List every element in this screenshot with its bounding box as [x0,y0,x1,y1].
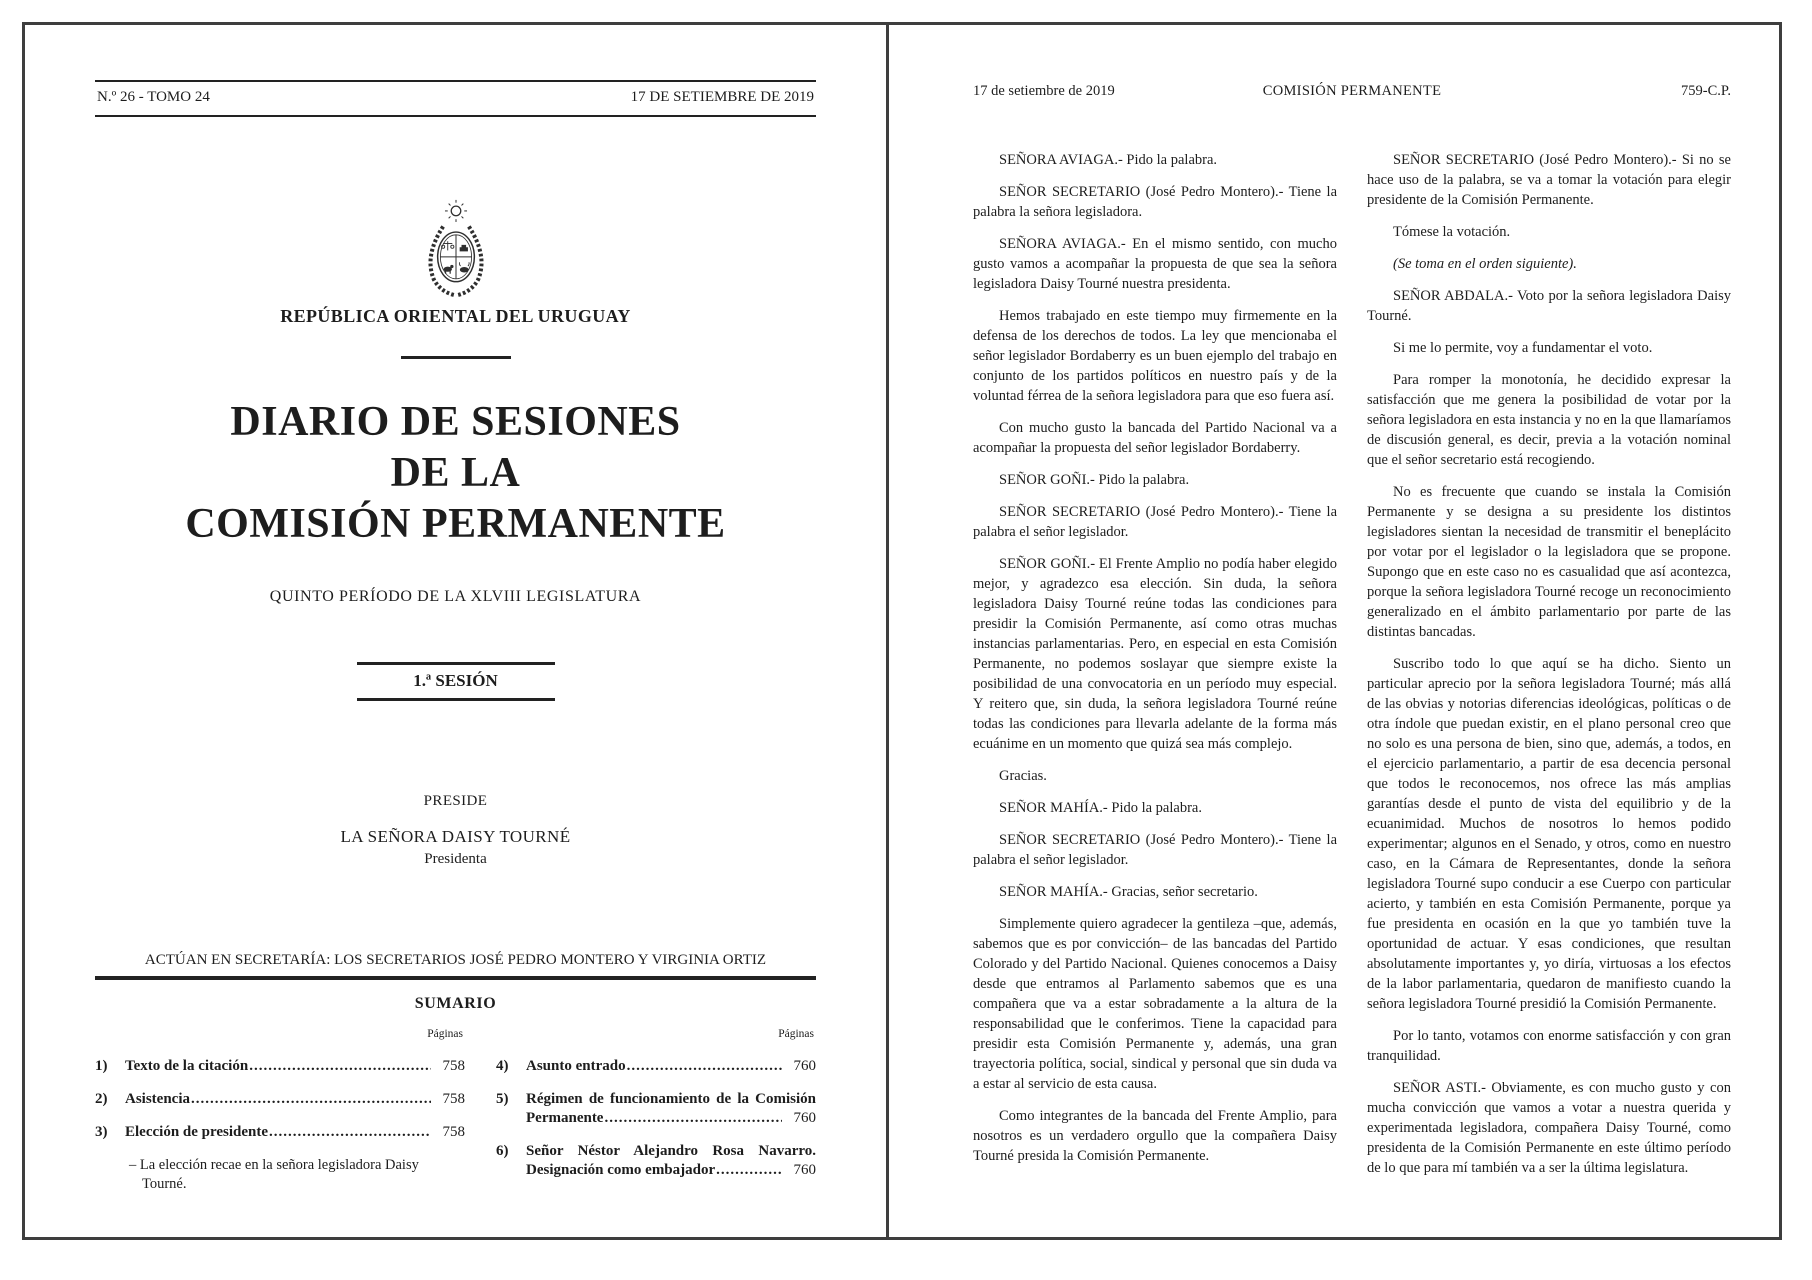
speech-paragraph: No es frecuente que cuando se instala la Comisión Permanente y se designa a su presidente los distintos legisladores sientan la necesidad de transmitir el beneplácito por votar por el legislador o la legisladora que se propone. Supongo que en este caso no es casualidad que así acontezca, porque la señora legisladora Tourné recoge un reconocimiento generalizado en el ámbito parlamentario por parte de las distintas bancadas. [1367,484,1731,640]
sumario-page-number: 760 [793,1058,816,1074]
sumario-item-body [526,1142,816,1180]
cover-page [25,25,886,1237]
sumario-title: SUMARIO [414,995,497,1012]
speech-paragraph: Hemos trabajado en este tiempo muy firmemente en la defensa de los derechos de todos. La ley que mencionaba el señor legislador Bordaberry es un buen ejemplo del trabajo en conjunto de los partidos políticos en nuestro país y de la voluntad férrea de la señora legisladora para que eso fuera así. [973,308,1337,404]
text-columns [973,150,1731,1227]
sumario-item-body [125,1123,465,1142]
president-role: Presidenta [424,851,487,867]
sumario-item-number: 2) [95,1091,108,1107]
sumario [95,1028,816,1194]
pages-label: Páginas [778,1028,814,1040]
speech-paragraph: Como integrantes de la bancada del Frente Amplio, para nosotros es un verdadero orgullo que la compañera Daisy Tourné presida la Comisión Permanente. [973,1108,1337,1164]
sumario-item-title: Señor Néstor Alejandro Rosa Navarro. [526,1143,816,1159]
dot-leader [269,1123,431,1142]
sumario-item-body [526,1057,816,1076]
speech-paragraph: Simplemente quiero agradecer la gentileza –que, además, sabemos que es por convicción– de las bancadas del Partido Colorado y del Partido Nacional. Quienes conocemos a Daisy desde que entramos al Parlamento sabemos que es una compañera que va a estar sobradamente a la altura de la responsabilidad que le conferimos. Tiene la capacidad para presidir esta Comisión Permanente y, además, una gran trayectoria política, social, sindical y personal que sin duda va a estar al servicio de esta causa. [973,916,1337,1092]
sumario-page-number: 758 [442,1058,465,1074]
sumario-page-number: 760 [793,1162,816,1178]
stage-direction-paragraph: (Se toma en el orden siguiente). [1393,256,1577,272]
president-name: LA SEÑORA DAISY TOURNÉ [340,827,571,846]
sumario-item-title: Designación como embajador [526,1162,716,1178]
document-title-line1: DIARIO DE SESIONES [230,399,681,445]
speech-paragraph: SEÑORA AVIAGA.- En el mismo sentido, con mucho gusto vamos a acompañar la propuesta de que sea la señora legisladora Daisy Tourné nuestra presidenta. [973,236,1337,292]
sumario-page-number: 758 [442,1124,465,1140]
sumario-item-number: 3) [95,1124,108,1140]
sumario-item-number: 5) [496,1091,509,1107]
sumario-item [95,1057,465,1076]
speech-paragraph: SEÑOR ABDALA.- Voto por la señora legisladora Daisy Tourné. [1367,288,1731,324]
speech-paragraph: Gracias. [999,768,1047,784]
dot-leader [249,1057,431,1076]
sumario-item-number: 1) [95,1058,108,1074]
sumario-item [95,1123,465,1142]
text-column-left [973,150,1337,1227]
speech-paragraph: Por lo tanto, votamos con enorme satisfacción y con gran tranquilidad. [1367,1028,1731,1064]
sumario-item [95,1090,465,1109]
preside-label: PRESIDE [423,793,488,809]
dot-leader [191,1090,431,1109]
sumario-item-body [125,1057,465,1076]
document-title [95,397,816,550]
running-header-title: COMISIÓN PERMANENTE [1262,83,1442,99]
sumario-item-title: Asistencia [125,1091,190,1107]
sumario-item-number: 6) [496,1143,509,1159]
running-header-page-ref: 759-C.P. [1681,83,1731,99]
dot-leader [716,1161,782,1180]
sumario-item-number: 4) [496,1058,509,1074]
pages-label: Páginas [427,1028,463,1040]
text-column-right [1367,150,1731,1227]
dot-leader [604,1109,782,1128]
speech-paragraph: SEÑOR GOÑI.- El Frente Amplio no podía haber elegido mejor, y agradezco esa elección. Sin duda, la señora legisladora Daisy Tourné reúne todas las condiciones para presidir la Comisión Permanente, así como otras muchas instancias parlamentarias. Pero, en especial en esta Comisión Permanente, no podemos soslayar que siempre existe la posibilidad de una convocatoria en un período muy especial. Y reitero que, sin duda, la señora legisladora Tourné reúne todas las condiciones para llevarla adelante de la forma más ecuánime en un momento que quizá sea más complejo. [973,556,1337,752]
document-title-line3: COMISIÓN PERMANENTE [185,501,726,547]
sumario-item-body [526,1090,816,1128]
speech-paragraph: SEÑOR ASTI.- Obviamente, es con mucho gusto y con mucha convicción que vamos a votar a nuestra querida y experimentada legisladora, compañera Daisy Tourné, como presidenta de la Comisión Permanente en este último período de lo que para mí también va a ser la última legislatura. [1367,1080,1731,1176]
speech-paragraph: Para romper la monotonía, he decidido expresar la satisfacción que me genera la posibilidad de votar por la señora legisladora en esta instancia y no en la que llamaríamos de discusión general, es decir, previa a la votación nominal que el señor secretario está recogiendo. [1367,372,1731,468]
secretaries-line: ACTÚAN EN SECRETARÍA: LOS SECRETARIOS JOSÉ PEDRO MONTERO Y VIRGINIA ORTIZ [144,952,767,968]
speech-paragraph: SEÑOR MAHÍA.- Gracias, señor secretario. [999,884,1258,900]
speech-paragraph: Con mucho gusto la bancada del Partido Nacional va a acompañar la propuesta del señor legislador Bordaberry. [973,420,1337,456]
speech-paragraph: SEÑORA AVIAGA.- Pido la palabra. [999,152,1218,168]
running-header-date: 17 de setiembre de 2019 [973,83,1115,99]
session-number-box [95,662,816,701]
sumario-page-number: 760 [793,1110,816,1126]
speech-paragraph: SEÑOR SECRETARIO (José Pedro Montero).- Si no se hace uso de la palabra, se va a tomar la votación para elegir presidente de la Comisión Permanente. [1367,152,1731,208]
sumario-item-title: Texto de la citación [125,1058,249,1074]
speech-paragraph: Tómese la votación. [1393,224,1511,240]
sumario-item-title: Régimen de funcionamiento de la Comisión [526,1091,816,1107]
legislature-period: QUINTO PERÍODO DE LA XLVIII LEGISLATURA [269,588,642,605]
session-number: 1.ª SESIÓN [357,662,555,701]
cover-header [95,80,816,117]
sumario-item [496,1057,816,1076]
running-header [973,83,1731,100]
speech-paragraph: SEÑOR SECRETARIO (José Pedro Montero).- Tiene la palabra el señor legislador. [973,832,1337,868]
sumario-item-title: Asunto entrado [526,1058,626,1074]
cover-date-label: 17 DE SETIEMBRE DE 2019 [630,89,814,105]
sumario-item [496,1142,816,1180]
dot-leader [627,1057,782,1076]
speech-paragraph: SEÑOR SECRETARIO (José Pedro Montero).- Tiene la palabra el señor legislador. [973,504,1337,540]
document-frame [22,22,1782,1240]
session-record-page [889,25,1779,1237]
coat-of-arms [95,199,816,305]
sumario-top-rule [95,976,816,980]
sumario-item-note: – La elección recae en la señora legisladora Daisy Tourné. [129,1157,419,1192]
document-title-line2: DE LA [390,450,521,496]
sumario-page-number: 758 [442,1091,465,1107]
republic-title: REPÚBLICA ORIENTAL DEL URUGUAY [280,306,631,326]
sumario-item-body [125,1090,465,1109]
speech-paragraph: Si me lo permite, voy a fundamentar el voto. [1393,340,1653,356]
sumario-column-right [496,1028,816,1194]
sumario-item [496,1090,816,1128]
sumario-column-left [95,1028,465,1194]
speech-paragraph: SEÑOR MAHÍA.- Pido la palabra. [999,800,1202,816]
speech-paragraph: SEÑOR GOÑI.- Pido la palabra. [999,472,1190,488]
ornament-rule [401,356,511,359]
sumario-item-title: Permanente [526,1110,604,1126]
uruguay-coat-of-arms-icon [419,199,493,300]
issue-tome-label: N.º 26 - TOMO 24 [97,89,210,105]
sumario-item-title: Elección de presidente [125,1124,269,1140]
speech-paragraph: SEÑOR SECRETARIO (José Pedro Montero).- Tiene la palabra la señora legisladora. [973,184,1337,220]
speech-paragraph: Suscribo todo lo que aquí se ha dicho. Siento un particular aprecio por la señora legisladora Tourné; más allá de las obvias y notorias diferencias ideológicas, políticas o de otra índole que puedan existir, en el plano personal creo que no solo es una persona de bien, sino que, además, a todos, en el ejercicio parlamentario, a partir de esa decencia personal que todos le reconocemos, nos ofrece las más amplias garantías desde el punto de vista del equilibrio y de la ecuanimidad. Muchos de nosotros lo hemos podido experimentar; algunos en el Senado, y otros, como en nuestro caso, en la Cámara de Representantes, donde la señora legisladora Tourné supo conducir a ese Cuerpo con particular acierto, y también en esta Comisión Permanente, porque ya fue presidenta en ocasión en la que yo también tuve la oportunidad de actuar. Y esas condiciones, que resultan absolutamente importantes y, yo diría, virtuosas a los efectos de la labor parlamentaria, quedaron de manifiesto cuando la señora legisladora Tourné presidió la Comisión Permanente. [1367,656,1731,1012]
